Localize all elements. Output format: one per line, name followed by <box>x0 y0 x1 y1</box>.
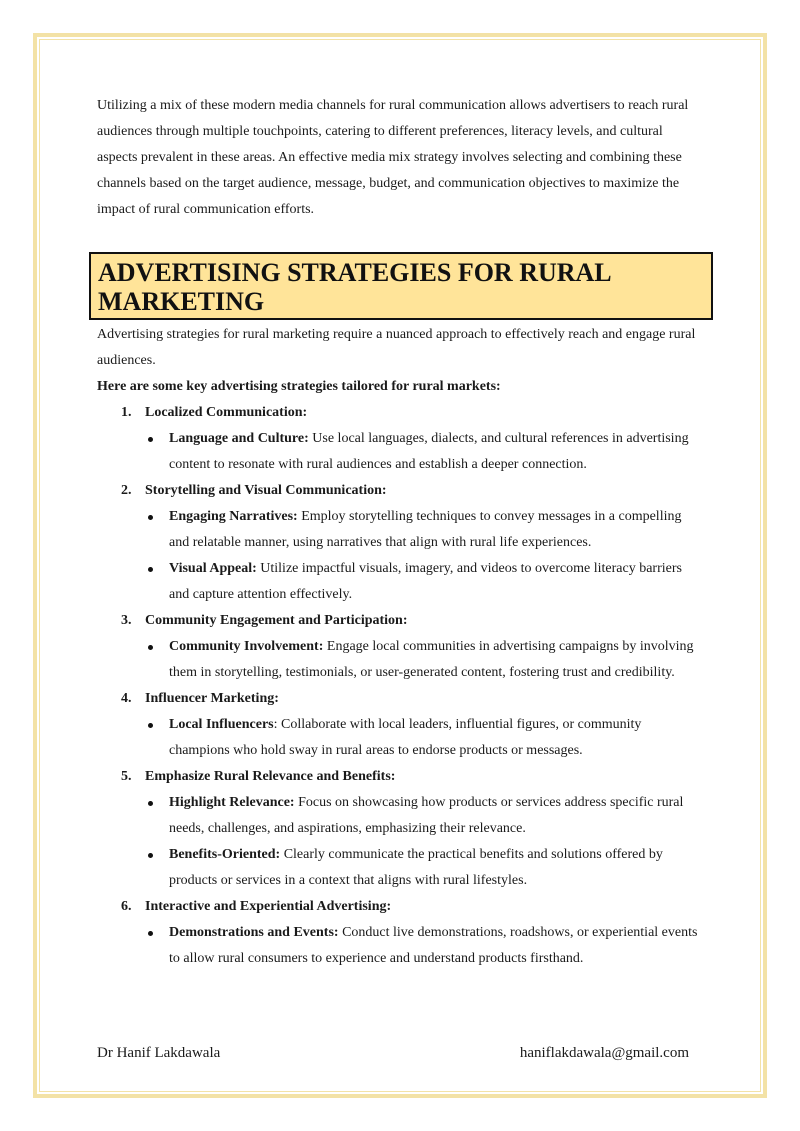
point-term: Community Involvement: <box>169 639 324 654</box>
point-text: Engage local communities in advertising campaigns by involving them in storytelling, testimonials, or user-generated content, fostering trust and credibility. <box>169 639 694 680</box>
strategy-item <box>97 478 705 608</box>
point-text: Focus on showcasing how products or services address specific rural needs, challenges, and aspirations, emphasizing their relevance. <box>169 795 684 836</box>
point-term: Visual Appeal: <box>169 561 257 576</box>
strategy-points <box>145 634 705 686</box>
strategy-point <box>145 920 705 972</box>
footer-email: haniflakdawala@gmail.com <box>519 1045 689 1061</box>
point-term: Demonstrations and Events: <box>169 925 339 940</box>
strategy-points <box>145 426 705 478</box>
strategy-point <box>145 790 705 842</box>
intro-paragraph: Utilizing a mix of these modern media channels for rural communication allows advertisers to reach rural audiences through multiple touchpoints, catering to different preferences, literacy levels, and cultural aspects prevalent in these areas. An effective media mix strategy involves selecting and combining these channels based on the target audience, message, budget, and communication objectives to maximize the impact of rural communication efforts. <box>97 98 689 217</box>
strategy-point <box>145 504 705 556</box>
strategy-number: 6. <box>121 899 132 914</box>
strategy-item <box>97 608 705 686</box>
strategy-number: 1. <box>121 405 132 420</box>
point-term: Highlight Relevance: <box>169 795 295 810</box>
point-term: Engaging Narratives: <box>169 509 298 524</box>
strategies-section <box>97 322 705 972</box>
strategy-point <box>145 712 705 764</box>
strategy-point <box>145 556 705 608</box>
point-text: Clearly communicate the practical benefits and solutions offered by products or services in a context that aligns with rural lifestyles. <box>169 847 663 888</box>
strategy-title: Influencer Marketing: <box>145 691 279 706</box>
strategy-title: Localized Communication: <box>145 405 308 420</box>
strategy-number: 5. <box>121 769 132 784</box>
strategy-item <box>97 686 705 764</box>
point-text: Utilize impactful visuals, imagery, and videos to overcome literacy barriers and capture attention effectively. <box>169 561 682 602</box>
subheading: Here are some key advertising strategies tailored for rural markets: <box>97 379 501 394</box>
strategy-points <box>145 920 705 972</box>
point-term: Language and Culture: <box>169 431 309 446</box>
lead-paragraph: Advertising strategies for rural marketing require a nuanced approach to effectively reach and engage rural audiences. <box>97 327 696 368</box>
strategy-points <box>145 790 705 894</box>
intro-section <box>97 93 705 223</box>
strategy-point <box>145 634 705 686</box>
strategy-title: Interactive and Experiential Advertising: <box>145 899 392 914</box>
point-text: Conduct live demonstrations, roadshows, or experiential events to allow rural consumers to experience and understand products firsthand. <box>169 925 698 966</box>
strategy-item <box>97 894 705 972</box>
strategy-number: 3. <box>121 613 132 628</box>
strategy-title: Community Engagement and Participation: <box>145 613 408 628</box>
point-term: Local Influencers <box>169 717 274 732</box>
strategy-item <box>97 764 705 894</box>
footer <box>97 1045 689 1062</box>
strategy-number: 2. <box>121 483 132 498</box>
strategy-point <box>145 426 705 478</box>
point-text: Use local languages, dialects, and cultural references in advertising content to resonate with rural audiences and establish a deeper connection. <box>169 431 689 472</box>
section-heading-box <box>89 252 713 320</box>
strategy-item <box>97 400 705 478</box>
strategy-point <box>145 842 705 894</box>
section-heading: ADVERTISING STRATEGIES FOR RURAL MARKETING <box>98 258 611 316</box>
strategy-points <box>145 712 705 764</box>
strategy-points <box>145 504 705 608</box>
strategy-list <box>97 400 705 972</box>
point-term: Benefits-Oriented: <box>169 847 281 862</box>
point-text: : Collaborate with local leaders, influential figures, or community champions who hold sway in rural areas to endorse products or messages. <box>169 717 642 758</box>
strategy-number: 4. <box>121 691 132 706</box>
strategy-title: Storytelling and Visual Communication: <box>145 483 387 498</box>
footer-author: Dr Hanif Lakdawala <box>97 1045 221 1061</box>
point-text: Employ storytelling techniques to convey messages in a compelling and relatable manner, using narratives that align with rural life experiences. <box>169 509 682 550</box>
strategy-title: Emphasize Rural Relevance and Benefits: <box>145 769 396 784</box>
